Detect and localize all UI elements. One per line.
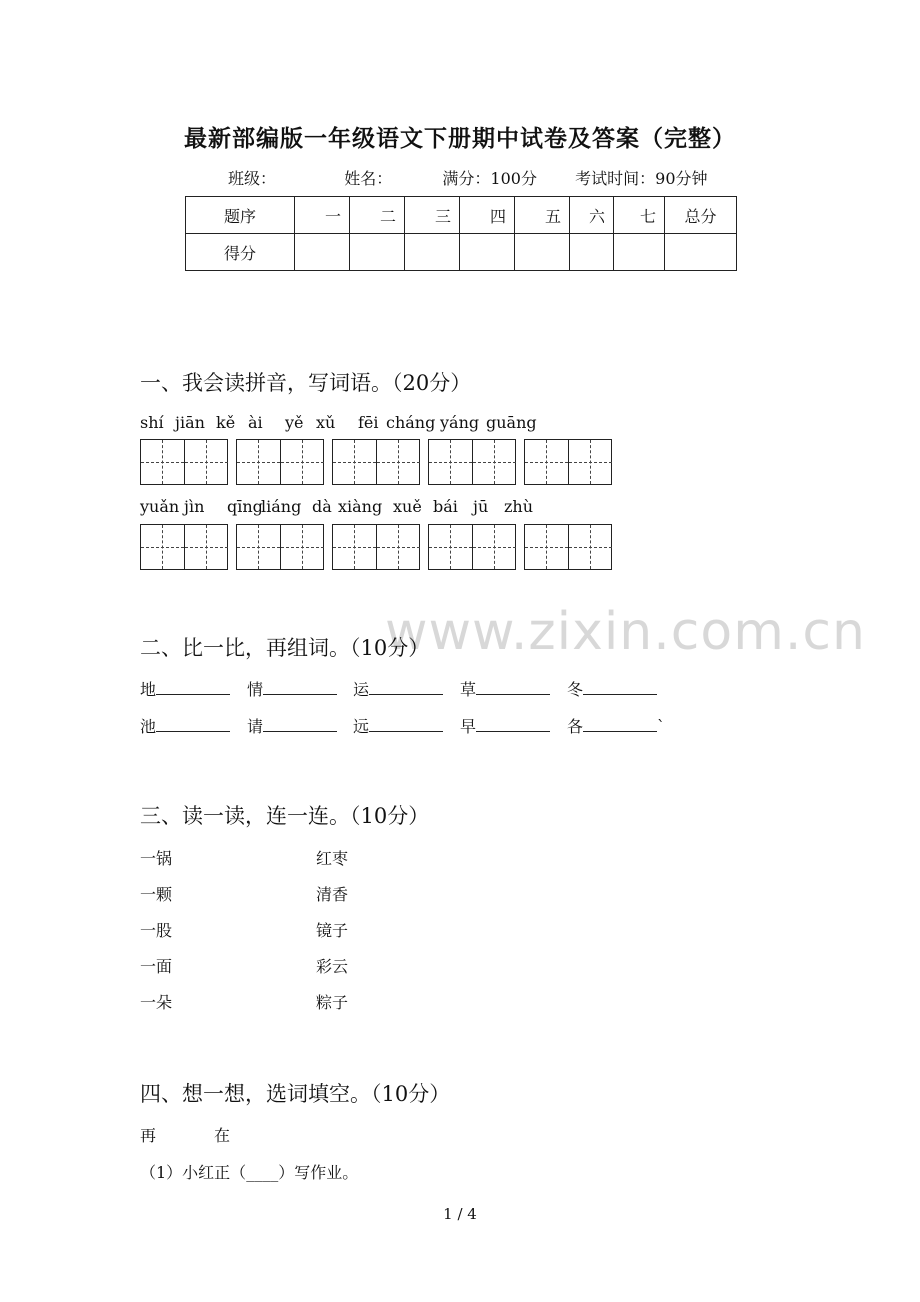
compare-row-1: [140, 677, 700, 701]
writing-cell: [141, 525, 184, 569]
name-label: 姓名：: [344, 169, 393, 188]
writing-box[interactable]: [332, 524, 420, 570]
question-1-blank[interactable]: ____: [246, 1163, 279, 1182]
writing-cell: [472, 440, 516, 484]
writing-cell: [568, 440, 612, 484]
pinyin: xǔ: [316, 413, 336, 432]
writing-box[interactable]: [524, 439, 612, 485]
compare-char: 池: [140, 717, 157, 736]
score-cell[interactable]: [570, 234, 614, 271]
score-cell[interactable]: [515, 234, 570, 271]
writing-cell: [472, 525, 516, 569]
question-1-before: （1）小红正（: [140, 1163, 247, 1182]
writing-cell: [237, 525, 280, 569]
pinyin: yě: [285, 413, 304, 432]
writing-cell: [429, 525, 472, 569]
pinyin: jiān: [175, 413, 205, 432]
writing-box[interactable]: [428, 524, 516, 570]
pinyin: bái: [433, 497, 458, 516]
pinyin: dà: [312, 497, 332, 516]
score-table-row-label: 得分: [186, 234, 295, 271]
answer-blank[interactable]: [476, 717, 550, 732]
score-table-score-row: [186, 234, 737, 271]
writing-cell: [525, 525, 568, 569]
score-col-2: 二: [350, 197, 405, 234]
section1-heading: 一、我会读拼音，写词语。（20分）: [140, 371, 472, 395]
writing-cell: [376, 525, 420, 569]
match-right-5[interactable]: 粽子: [316, 993, 349, 1012]
pinyin: cháng: [386, 413, 436, 432]
score-cell[interactable]: [405, 234, 460, 271]
compare-char: 地: [140, 680, 157, 699]
section3-heading: 三、读一读，连一连。（10分）: [140, 804, 430, 828]
score-cell[interactable]: [614, 234, 665, 271]
exam-time: 考试时间：90分钟: [575, 169, 708, 188]
writing-cell: [237, 440, 280, 484]
writing-cell: [525, 440, 568, 484]
pinyin: fēi: [358, 413, 379, 432]
answer-blank[interactable]: [156, 680, 230, 695]
compare-char: 请: [247, 717, 264, 736]
page-title: 最新部编版一年级语文下册期中试卷及答案（完整）: [184, 125, 736, 152]
answer-blank[interactable]: [263, 680, 337, 695]
writing-cell: [184, 440, 228, 484]
compare-char: 各: [567, 717, 584, 736]
score-col-1: 一: [295, 197, 350, 234]
writing-cell: [333, 440, 376, 484]
match-left-4[interactable]: 一面: [140, 957, 173, 976]
match-left-3[interactable]: 一股: [140, 921, 173, 940]
writing-cell: [333, 525, 376, 569]
watermark: www.zixin.com.cn: [385, 602, 866, 662]
writing-cell: [280, 440, 324, 484]
writing-box[interactable]: [332, 439, 420, 485]
question-1: [140, 1160, 358, 1183]
pinyin: xuě: [393, 497, 422, 516]
section2-heading: 二、比一比，再组词。（10分）: [140, 636, 430, 660]
answer-blank[interactable]: [583, 680, 657, 695]
answer-blank[interactable]: [369, 680, 443, 695]
match-left-1[interactable]: 一锅: [140, 849, 173, 868]
score-col-5: 五: [515, 197, 570, 234]
compare-char: 早: [460, 717, 477, 736]
answer-blank[interactable]: [476, 680, 550, 695]
writing-grid-row-2: [140, 524, 612, 570]
writing-cell: [429, 440, 472, 484]
match-left-2[interactable]: 一颗: [140, 885, 173, 904]
compare-char: 情: [247, 680, 264, 699]
writing-box[interactable]: [236, 439, 324, 485]
score-col-7: 七: [614, 197, 665, 234]
match-left-5[interactable]: 一朵: [140, 993, 173, 1012]
writing-cell: [376, 440, 420, 484]
score-table-header-row: [186, 197, 737, 234]
match-right-3[interactable]: 镜子: [316, 921, 349, 940]
writing-cell: [141, 440, 184, 484]
writing-cell: [184, 525, 228, 569]
compare-char: 冬: [567, 680, 584, 699]
score-col-4: 四: [460, 197, 515, 234]
score-cell[interactable]: [460, 234, 515, 271]
pinyin: guāng: [486, 413, 537, 432]
class-label: 班级：: [228, 169, 277, 188]
compare-char: 运: [353, 680, 370, 699]
pinyin: zhù: [504, 497, 534, 516]
pinyin: xiàng: [338, 497, 383, 516]
pinyin: yuǎn: [140, 497, 180, 516]
writing-grid-row-1: [140, 439, 612, 485]
trailing-mark: `: [657, 717, 666, 736]
writing-box[interactable]: [140, 524, 228, 570]
compare-row-2: [140, 714, 700, 738]
score-table-header-label: 题序: [186, 197, 295, 234]
match-right-2[interactable]: 清香: [316, 885, 349, 904]
pinyin: ài: [248, 413, 263, 432]
answer-blank[interactable]: [263, 717, 337, 732]
exam-info: [228, 166, 708, 189]
answer-blank[interactable]: [369, 717, 443, 732]
compare-char: 远: [353, 717, 370, 736]
choice-word-2: 在: [214, 1126, 231, 1145]
question-1-after: ）写作业。: [278, 1163, 359, 1182]
score-col-6: 六: [570, 197, 614, 234]
score-col-3: 三: [405, 197, 460, 234]
page-number: 1 / 4: [443, 1205, 477, 1223]
pinyin: shí: [140, 413, 164, 432]
writing-cell: [568, 525, 612, 569]
writing-box[interactable]: [140, 439, 228, 485]
writing-cell: [280, 525, 324, 569]
pinyin: kě: [216, 413, 236, 432]
pinyin: qīng: [227, 497, 263, 516]
writing-box[interactable]: [428, 439, 516, 485]
pinyin: yáng: [440, 413, 480, 432]
match-right-1[interactable]: 红枣: [316, 849, 349, 868]
full-score: 满分：100分: [442, 169, 537, 188]
pinyin: jū: [473, 497, 489, 516]
section4-heading: 四、想一想，选词填空。（10分）: [140, 1082, 451, 1106]
choice-word-1: 再: [140, 1126, 157, 1145]
score-col-total: 总分: [665, 197, 737, 234]
score-cell[interactable]: [295, 234, 350, 271]
pinyin: liáng: [261, 497, 302, 516]
answer-blank[interactable]: [156, 717, 230, 732]
score-cell[interactable]: [665, 234, 737, 271]
score-cell[interactable]: [350, 234, 405, 271]
score-table: [185, 196, 737, 271]
compare-char: 草: [460, 680, 477, 699]
writing-box[interactable]: [236, 524, 324, 570]
answer-blank[interactable]: [583, 717, 657, 732]
writing-box[interactable]: [524, 524, 612, 570]
match-right-4[interactable]: 彩云: [316, 957, 349, 976]
pinyin: jìn: [184, 497, 205, 516]
